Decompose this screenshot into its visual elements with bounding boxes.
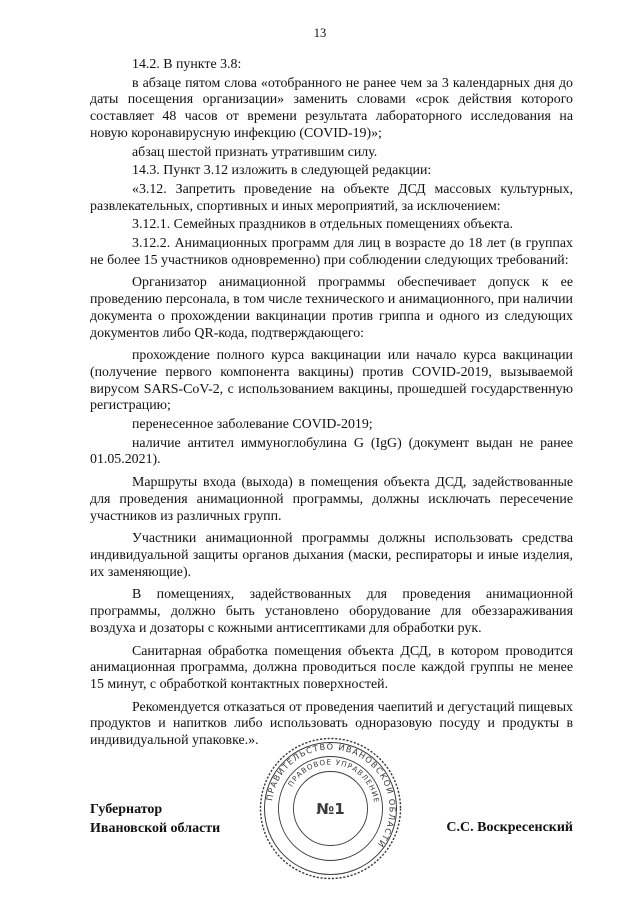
seal-number: №1 [316, 800, 345, 818]
paragraph: 14.2. В пункте 3.8: [132, 57, 242, 72]
paragraph: 14.3. Пункт 3.12 изложить в следующей редакции: [132, 163, 432, 179]
paragraph: прохождение полного курса вакцинации или начало курса вакцинации (получение первого компонента вакцины) против COVID-2019, вызываемой вирусом SARS-CoV-2, с использованием вакцины, прошедшей государственную регистрацию; [90, 348, 573, 414]
paragraph: 3.12.2. Анимационных программ для лиц в возрасте до 18 лет (в группах не более 15 участников одновременно) при соблюдении следующих требований: [90, 236, 573, 268]
paragraph: «3.12. Запретить проведение на объекте ДСД массовых культурных, развлекательных, спортивных и иных мероприятий, за исключением: [90, 181, 573, 214]
paragraph: абзац шестой признать утратившим силу. [132, 144, 378, 160]
paragraph: Санитарная обработка помещения объекта ДСД, в котором проводится анимационная программа, должна проводиться после каждой группы не менее 15 минут, с обработкой контактных поверхностей. [90, 643, 573, 692]
paragraph: Рекомендуется отказаться от проведения чаепитий и дегустаций пищевых продуктов и напитков либо использовать одноразовую посуду и продукты в индивидуальной упаковке.». [90, 699, 573, 749]
official-seal-stamp [258, 736, 403, 881]
seal-inner-text: ПРАВОВОЕ УПРАВЛЕНИЕ [285, 757, 382, 804]
page-number: 13 [313, 26, 327, 40]
paragraph: в абзаце пятом слова «отобранного не ранее чем за 3 календарных дня до даты посещения организации» заменить словами «срок действия которого составляет 48 часов от времени результата лабораторного исследования на новую коронавирусную инфекцию (COVID-19)»; [90, 75, 573, 141]
signatory-name: С.С. Воскресенский [446, 820, 573, 835]
seal-outer-text: ПРАВИТЕЛЬСТВО ИВАНОВСКОЙ ОБЛАСТИ [263, 741, 398, 850]
signatory-position [90, 800, 220, 838]
document-body [90, 57, 573, 752]
signatory-position-line-2: Ивановской области [90, 821, 221, 836]
paragraph: В помещениях, задействованных для проведения анимационной программы, должно быть установлено оборудование для обеззараживания воздуха и дозаторы с кожными антисептиками для обработки рук. [90, 587, 573, 636]
paragraph: Организатор анимационной программы обеспечивает допуск к ее проведению персонала, в том числе технического и анимационного, при наличии документа о прохождении вакцинации против гриппа и одного из следующих документов либо QR-кода, подтверждающего: [90, 275, 573, 341]
paragraph: 3.12.1. Семейных праздников в отдельных помещениях объекта. [132, 217, 514, 233]
paragraph: Участники анимационной программы должны использовать средства индивидуальной защиты органов дыхания (маски, респираторы и иные изделия, их заменяющие). [90, 531, 573, 580]
paragraph: наличие антител иммуноглобулина G (IgG) (документ выдан не ранее 01.05.2021). [90, 435, 573, 468]
paragraph: перенесенное заболевание COVID-2019; [132, 417, 373, 433]
paragraph: Маршруты входа (выхода) в помещения объекта ДСД, задействованные для проведения анимационной программы, должны исключать пересечение участников из различных групп. [90, 475, 573, 524]
signatory-position-line-1: Губернатор [90, 802, 163, 817]
